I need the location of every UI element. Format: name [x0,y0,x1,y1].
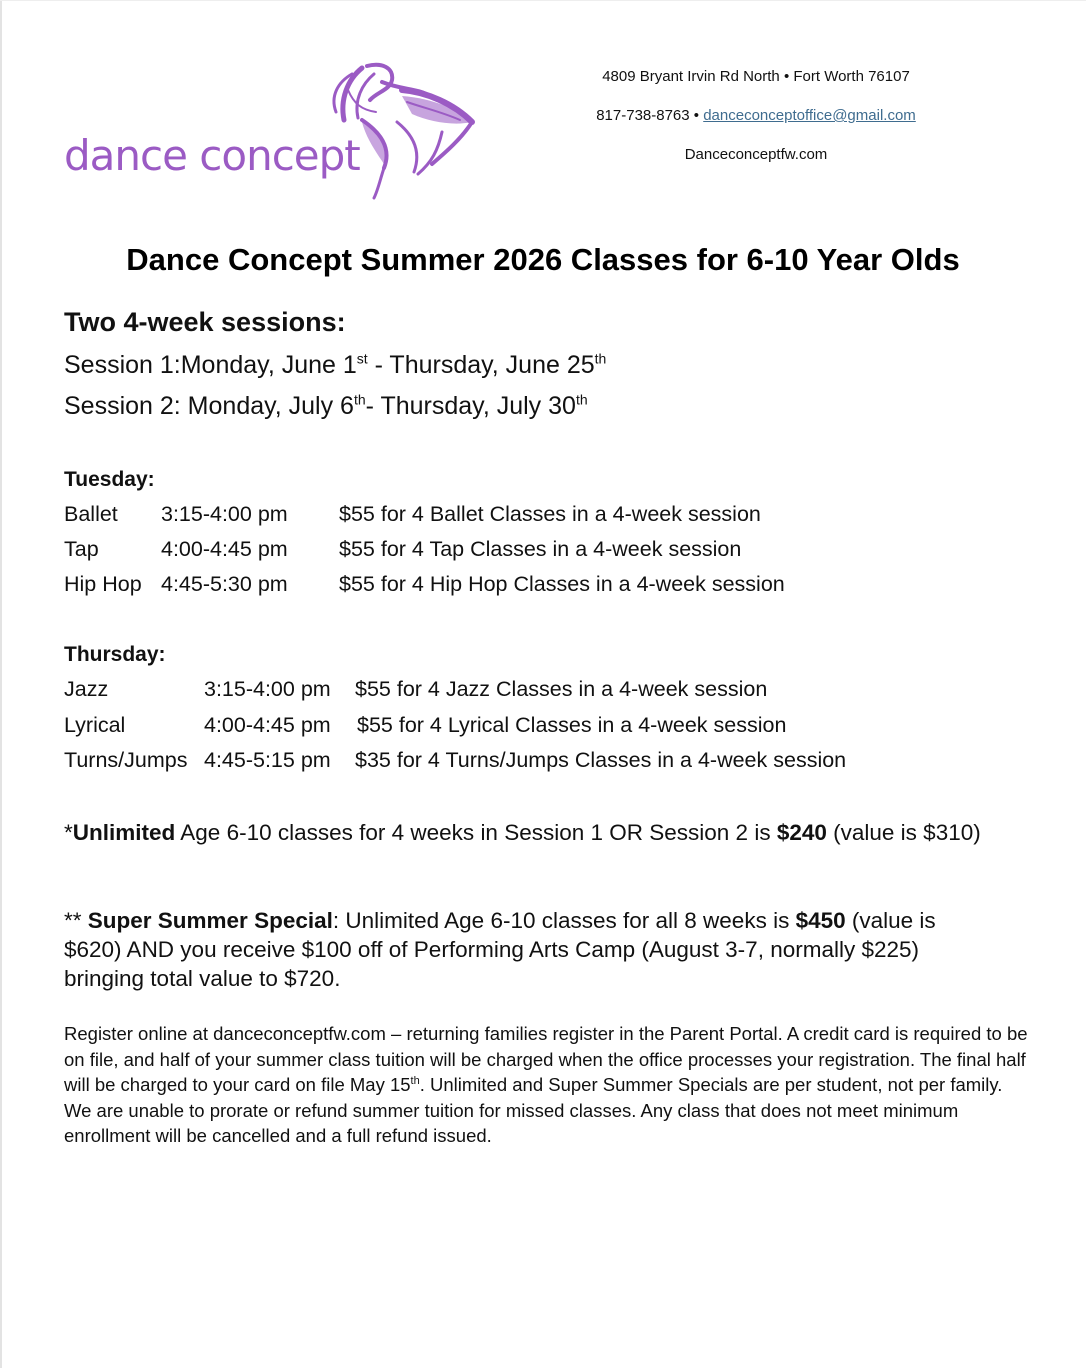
sessions-heading: Two 4-week sessions: [64,307,346,337]
session-2-end: - Thursday, July 30 [365,392,576,420]
logo-wordmark: dance concept [64,131,360,180]
session-1 [64,351,606,380]
session-1-end: - Thursday, June 25 [367,351,595,379]
asterisks: ** [64,908,88,933]
class-time: 4:45-5:30 pm [161,572,288,596]
class-price: $35 for 4 Turns/Jumps Classes in a 4-week session [355,748,847,772]
phone: 817-738-8763 • [596,107,700,124]
ordinal-suffix: th [575,391,588,408]
page-border [0,0,2,1368]
class-price: $55 for 4 Hip Hop Classes in a 4-week session [339,572,785,596]
class-name: Lyrical [64,713,126,737]
page-border-top [0,0,1086,1]
unlimited-offer [64,818,1024,847]
super-summer-special [64,906,964,993]
dance-concept-logo [62,60,482,205]
class-name: Hip Hop [64,572,142,596]
class-time: 4:00-4:45 pm [161,537,288,561]
class-name: Jazz [64,677,109,701]
special-text: : Unlimited Age 6-10 classes for all 8 weeks is [332,908,796,933]
special-details: (value is $620) AND you receive $100 off of Performing Arts Camp (August 3-7, normally $225) bringing total value to $720. [64,908,936,991]
class-time: 3:15-4:00 pm [161,502,288,526]
asterisk: * [64,820,73,845]
phone-email-line [556,105,956,144]
thursday-heading: Thursday: [64,643,166,666]
class-price: $55 for 4 Ballet Classes in a 4-week session [339,502,761,526]
unlimited-value: (value is $310) [826,820,981,845]
class-time: 4:00-4:45 pm [204,713,331,737]
class-name: Turns/Jumps [64,748,188,772]
class-price: $55 for 4 Tap Classes in a 4-week session [339,537,742,561]
website: Danceconceptfw.com [684,146,828,163]
special-label: Super Summer Special [87,908,333,933]
session-2 [64,392,588,421]
address: 4809 Bryant Irvin Rd North • Fort Worth 76107 [602,68,910,85]
contact-block [556,66,956,183]
class-time: 3:15-4:00 pm [204,677,331,701]
unlimited-price: $240 [776,820,827,845]
class-name: Tap [64,537,99,561]
ordinal-suffix: st [356,350,368,367]
unlimited-label: Unlimited [72,820,176,845]
session-2-start: Session 2: Monday, July 6 [64,392,354,420]
class-name: Ballet [64,502,118,526]
unlimited-text: Age 6-10 classes for 4 weeks in Session 1 OR Session 2 is [175,820,777,845]
ordinal-suffix: th [594,350,607,367]
ordinal-suffix: th [410,1075,420,1088]
class-price: $55 for 4 Jazz Classes in a 4-week session [355,677,768,701]
tuesday-heading: Tuesday: [64,468,155,491]
class-time: 4:45-5:15 pm [204,748,331,772]
registration-fine-print [64,1021,1029,1149]
email-link[interactable]: danceconceptoffice@gmail.com [703,107,916,124]
class-price: $55 for 4 Lyrical Classes in a 4-week session [357,713,787,737]
ordinal-suffix: th [353,391,366,408]
page-title: Dance Concept Summer 2026 Classes for 6-10 Year Olds [126,242,960,277]
session-1-start: Session 1:Monday, June 1 [64,351,357,379]
fine-print-part1: Register online at danceconceptfw.com – returning families register in the Parent Portal. A credit card is required to be on file, and half of your summer class tuition will be charged when the office processes your registration. The final half will be charged to your card on file May 15 [64,1023,1028,1096]
special-price: $450 [795,908,846,933]
fine-print-part2: . Unlimited and Super Summer Specials are per student, not per family. We are unable to prorate or refund summer tuition for missed classes. Any class that does not meet minimum enrollment will be cancelled and a full refund issued. [64,1074,1003,1147]
